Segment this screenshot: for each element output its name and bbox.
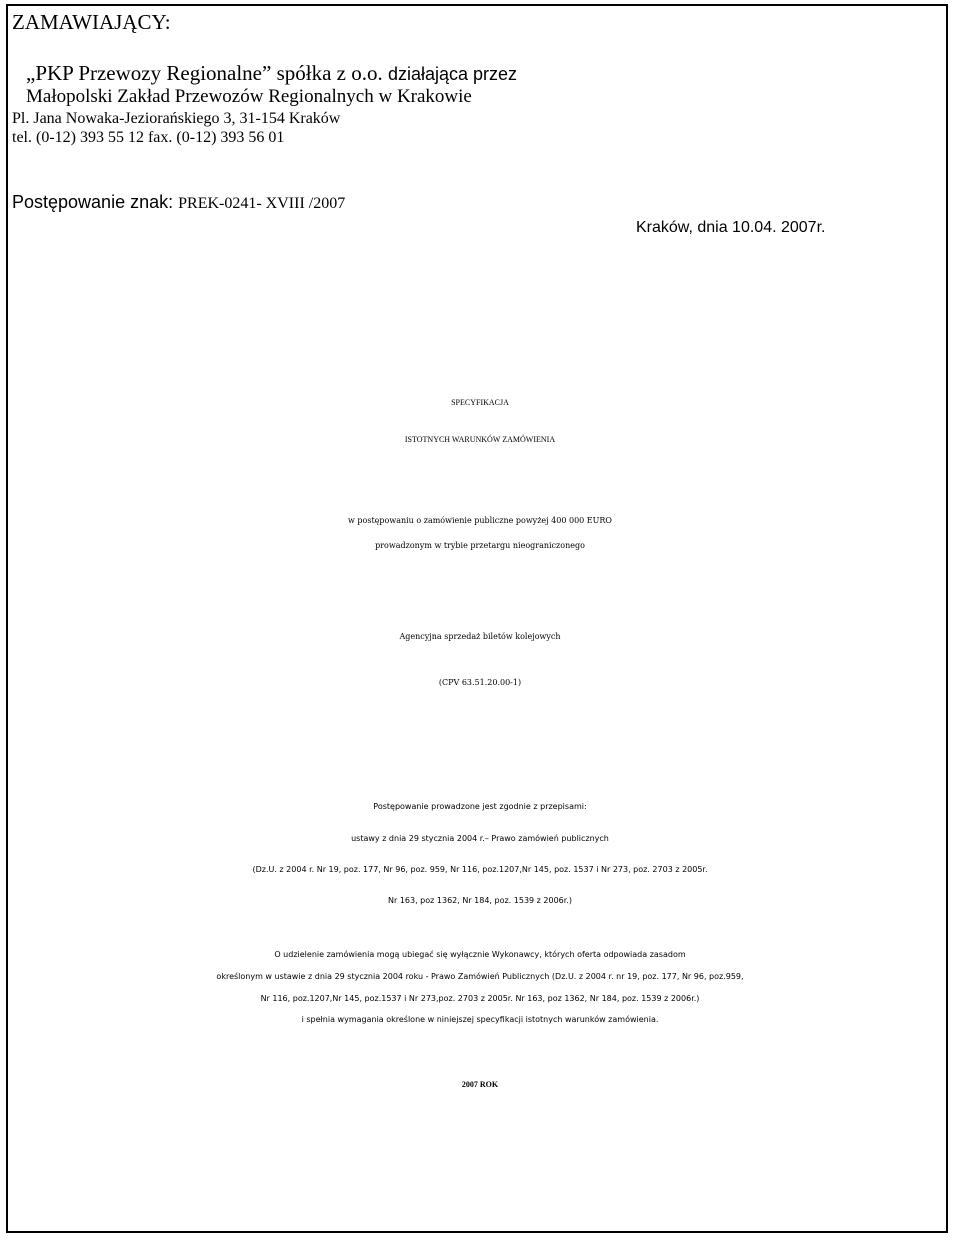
- title-line-1: SPECYFIKACJA: [451, 398, 509, 407]
- ordering-party-label: ZAMAWIAJĄCY:: [12, 10, 171, 34]
- org-branch: Małopolski Zakład Przewozów Regionalnych w Krakowie: [26, 86, 472, 107]
- eligibility-line-4: i spełnia wymagania określone w niniejszej specyfikacji istotnych warunków zamówienia.: [301, 1015, 659, 1024]
- legal-basis-line-2: ustawy z dnia 29 stycznia 2004 r.– Prawo zamówień publicznych: [351, 834, 609, 843]
- org-name: [26, 61, 517, 86]
- org-phone-fax: tel. (0-12) 393 55 12 fax. (0-12) 393 56 01: [12, 129, 285, 146]
- legal-basis-line-1: Postępowanie prowadzone jest zgodnie z przepisami:: [373, 802, 587, 811]
- procedure-line-2: prowadzonym w trybie przetargu nieograniczonego: [375, 541, 585, 550]
- year-label: 2007 ROK: [461, 1080, 499, 1089]
- page-border: [6, 4, 948, 1233]
- procedure-line-1: w postępowaniu o zamówienie publiczne powyżej 400 000 EURO: [348, 516, 612, 525]
- org-address: Pl. Jana Nowaka-Jeziorańskiego 3, 31-154 Kraków: [12, 110, 341, 127]
- legal-basis-line-3: (Dz.U. z 2004 r. Nr 19, poz. 177, Nr 96, poz. 959, Nr 116, poz.1207,Nr 145, poz. 1537 i Nr 273, poz. 2703 z 2005r.: [252, 865, 708, 874]
- eligibility-line-3: Nr 116, poz.1207,Nr 145, poz.1537 i Nr 273,poz. 2703 z 2005r. Nr 163, poz 1362, Nr 184, poz. 1539 z 2006r.): [260, 994, 700, 1003]
- title-line-2: ISTOTNYCH WARUNKÓW ZAMÓWIENIA: [404, 435, 556, 444]
- eligibility-line-1: O udzielenie zamówienia mogą ubiegać się wyłącznie Wykonawcy, których oferta odpowiada zasadom: [274, 950, 686, 959]
- reference-number: PREK-0241- XVIII /2007: [178, 195, 346, 212]
- org-name-suffix: działająca przez: [387, 64, 518, 84]
- reference-label: Postępowanie znak:: [12, 192, 174, 212]
- reference-line: [12, 192, 345, 213]
- date-line: Kraków, dnia 10.04. 2007r.: [636, 219, 826, 236]
- org-name-main: „PKP Przewozy Regionalne” spółka z o.o.: [26, 61, 383, 85]
- eligibility-line-2: określonym w ustawie z dnia 29 stycznia 2004 roku - Prawo Zamówień Publicznych (Dz.U. z 2004 r. nr 19, poz. 177, Nr 96, poz.959,: [216, 972, 744, 981]
- subject-line-2: (CPV 63.51.20.00-1): [438, 678, 522, 687]
- subject-line-1: Agencyjna sprzedaż biletów kolejowych: [399, 632, 561, 641]
- legal-basis-line-4: Nr 163, poz 1362, Nr 184, poz. 1539 z 2006r.): [388, 896, 572, 905]
